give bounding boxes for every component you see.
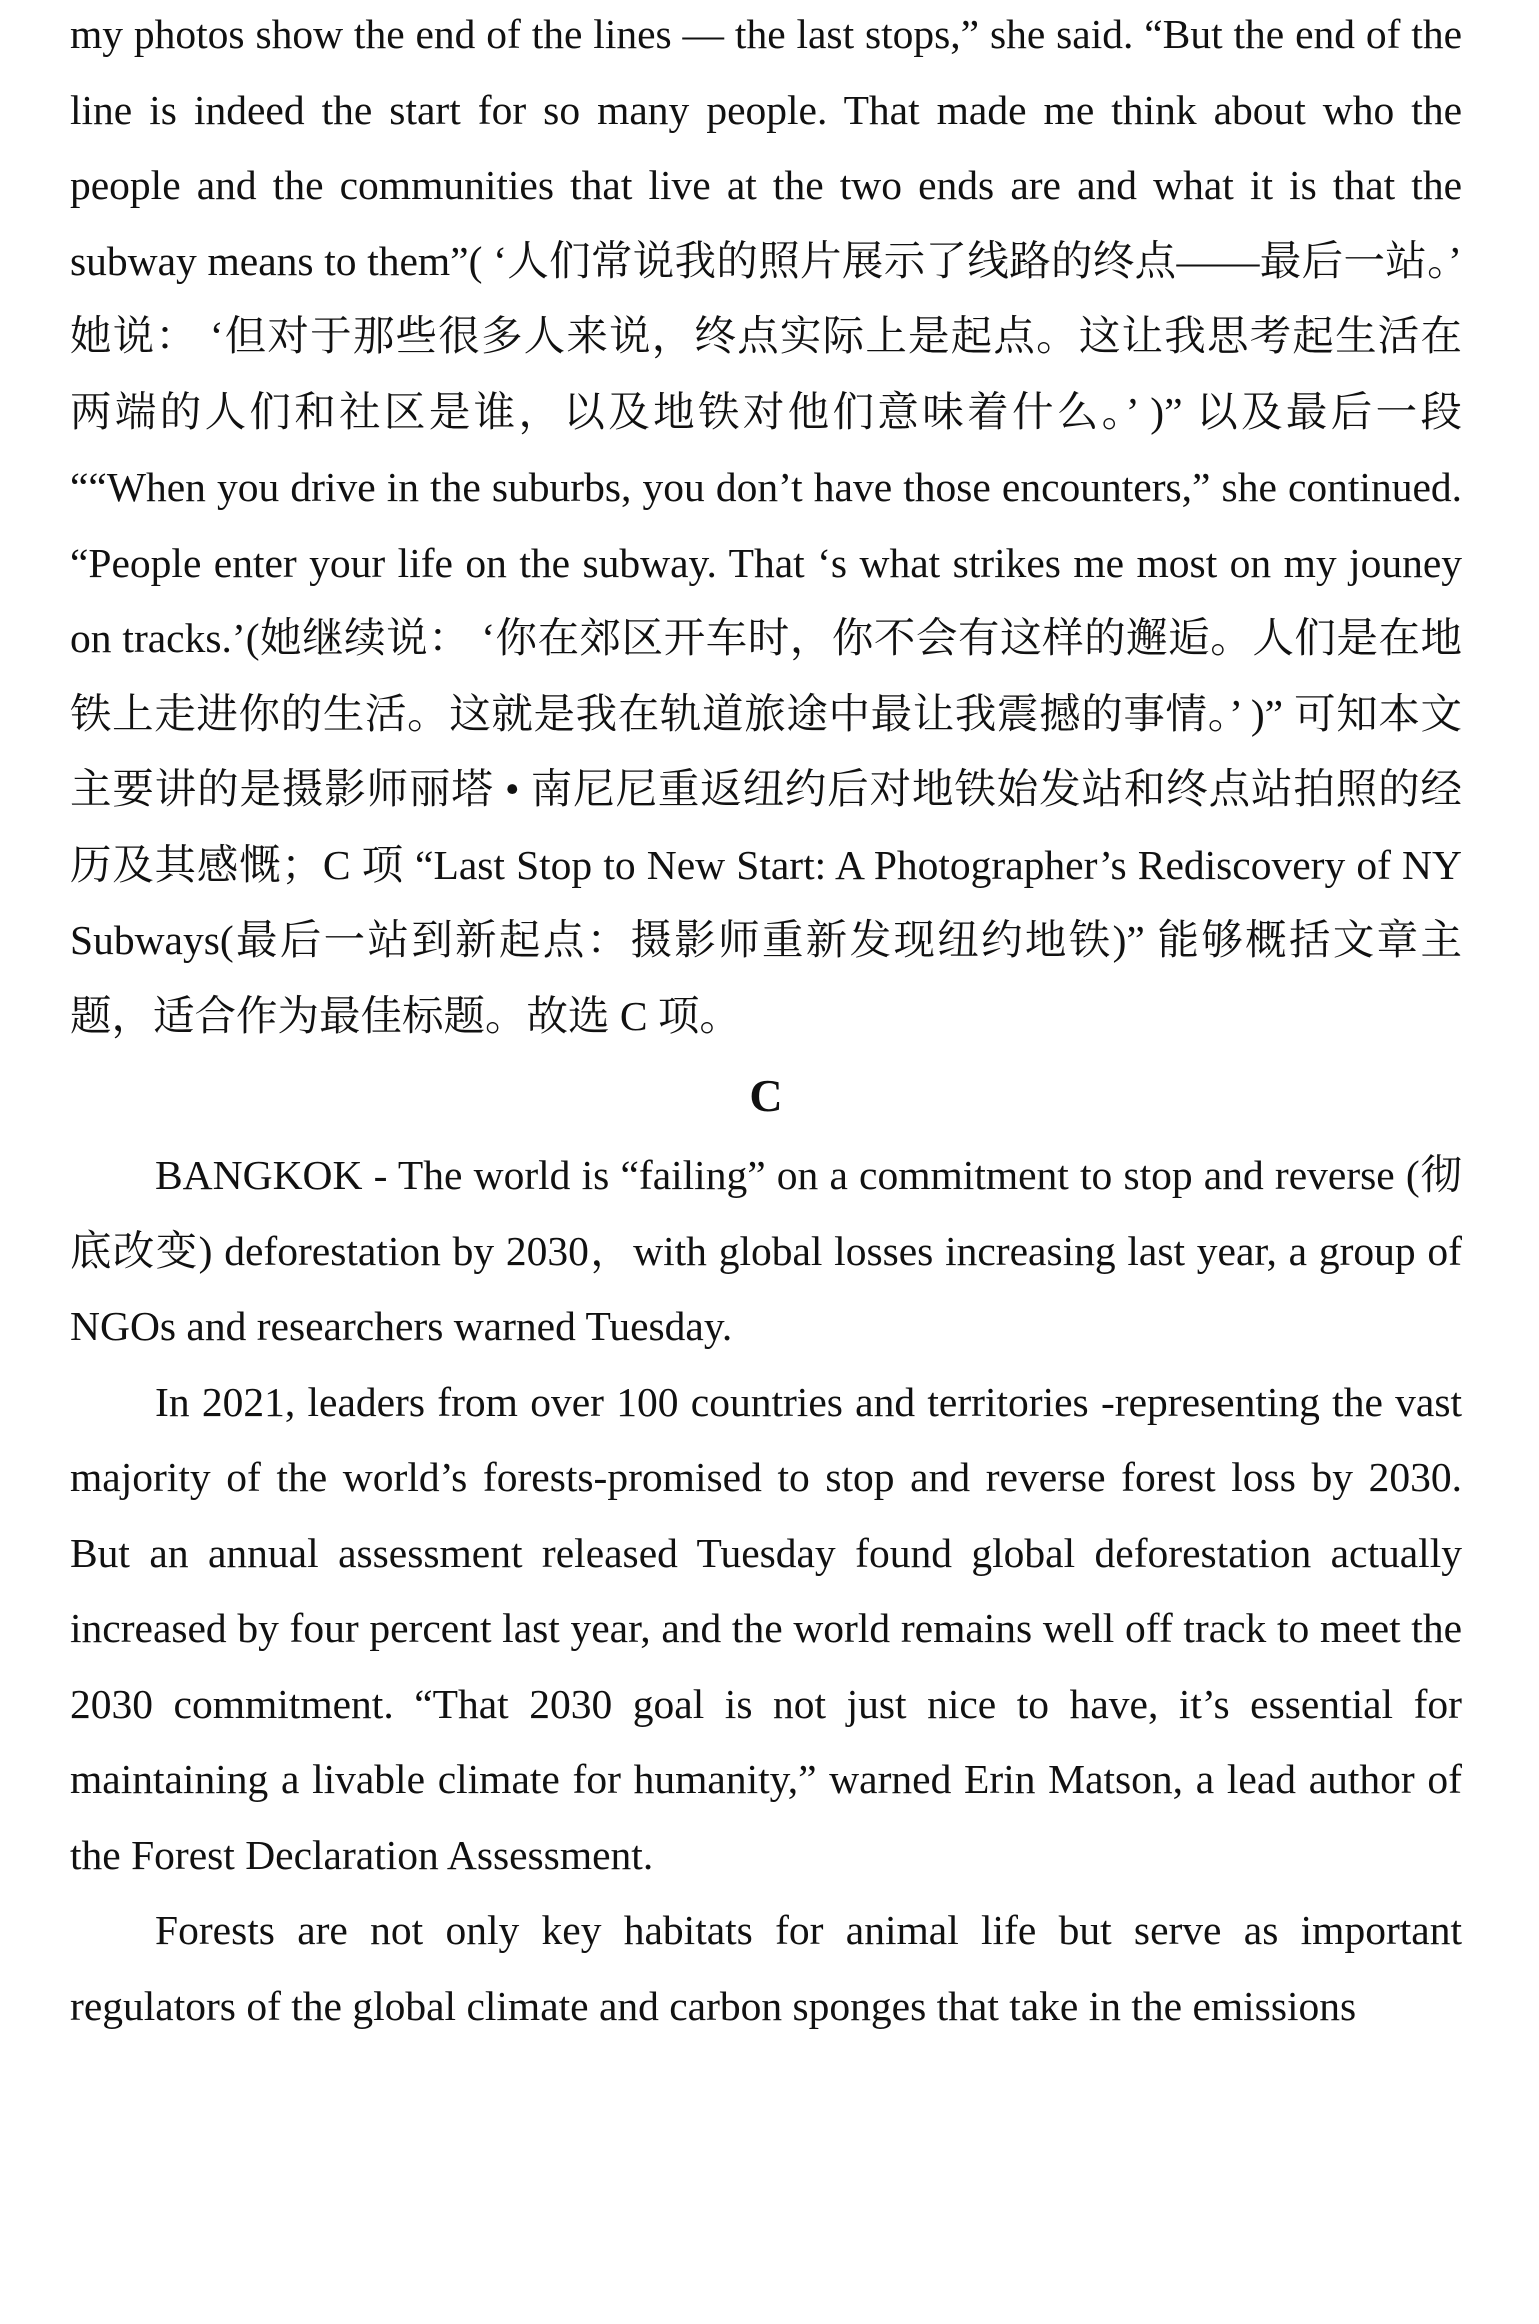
passage-paragraph-2: In 2021, leaders from over 100 countries and territories -representing the vast majority of the world’s forests-promised to stop and reverse forest loss by 2030. But an annual assessment released Tuesday found global deforestation actually increased by four percent last year, and the world remains well off track to meet the 2030 commitment. “That 2030 goal is not just nice to have, it’s essential for maintaining a livable climate for humanity,” warned Erin Matson, a lead author of the Forest Declaration Assessment. — [70, 1378, 1462, 1878]
passage-paragraph-1: BANGKOK - The world is “failing” on a commitment to stop and reverse (彻底改变) deforestation by 2030，with global losses increasing last year, a group of NGOs and researchers warned Tuesday. — [70, 1152, 1462, 1349]
document-page — [70, 0, 1462, 2044]
answer-explanation-paragraph: my photos show the end of the lines — the last stops,” she said. “But the end of the line is indeed the start for so many people. That made me think about who the people and the communities that live at the two ends are and what it is that the subway means to them”( ‘人们常说我的照片展示了线路的终点——最后一站。’ 她说： ‘但对于那些很多人来说，终点实际上是起点。这让我思考起生活在两端的人们和社区是谁，以及地铁对他们意味着什么。’ )” 以及最后一段 ““When you drive in the suburbs, you don’t have those encounters,” she continued. “People enter your life on the subway. That ‘s what strikes me most on my jouney on tracks.’(她继续说： ‘你在郊区开车时，你不会有这样的邂逅。人们是在地铁上走进你的生活。这就是我在轨道旅途中最让我震撼的事情。’ )” 可知本文主要讲的是摄影师丽塔 • 南尼尼重返纽约后对地铁始发站和终点站拍照的经历及其感慨；C 项 “Last Stop to New Start: A Photographer’s Rediscovery of NY Subways(最后一站到新起点：摄影师重新发现纽约地铁)” 能够概括文章主题，适合作为最佳标题。故选 C 项。 — [70, 11, 1462, 1039]
passage-paragraph-3: Forests are not only key habitats for animal life but serve as important regulators of the global climate and carbon sponges that take in the emissions — [70, 1907, 1462, 2029]
section-heading: C — [749, 1070, 783, 1121]
